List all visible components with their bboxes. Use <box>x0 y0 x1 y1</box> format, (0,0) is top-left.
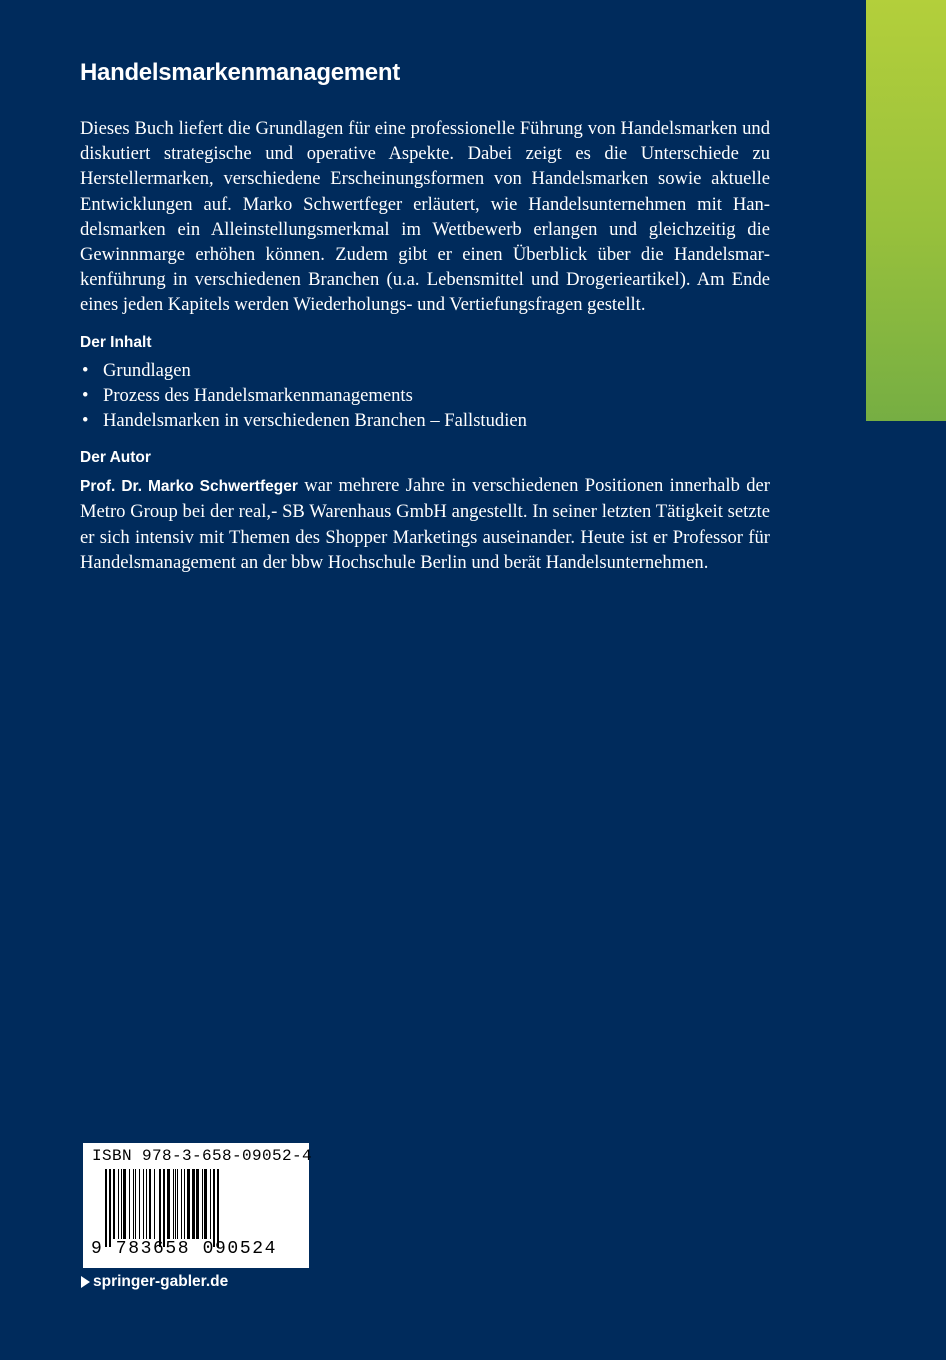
barcode-bar <box>196 1169 199 1239</box>
barcode-bar <box>181 1169 182 1239</box>
accent-strip <box>866 0 946 421</box>
barcode-bar <box>192 1169 195 1239</box>
barcode-bar <box>139 1169 140 1239</box>
barcode-bar <box>202 1169 203 1239</box>
barcode-bar <box>133 1169 134 1239</box>
barcode-bar <box>146 1169 147 1239</box>
isbn-label: ISBN 978-3-658-09052-4 <box>92 1147 313 1165</box>
barcode-bar <box>118 1169 119 1239</box>
publisher-url: springer-gabler.de <box>93 1273 229 1290</box>
barcode-bar <box>167 1169 170 1239</box>
author-bio: Prof. Dr. Marko Schwertfeger war mehrere Jahre in verschiedenen Positionen innerhalb der Metro Group bei der real,- SB Warenhaus GmbH angestellt. In seiner letzten Tätigkeit setzte er sich intensiv mit Themen des Shopper Marketings auseinander. Heute ist er Professor für Handelsmanagement an der bbw Hochschule Berlin und berät Handelsunternehmen. <box>80 475 770 573</box>
list-item: • Handelsmarken in verschiedenen Branchen – Fallstudien <box>80 408 770 433</box>
contents-list <box>80 358 770 434</box>
publisher-link[interactable] <box>81 1273 228 1291</box>
barcode-bar <box>213 1169 215 1247</box>
play-arrow-icon <box>81 1276 90 1288</box>
barcode-bar <box>177 1169 178 1239</box>
contents-heading: Der Inhalt <box>80 333 152 351</box>
isbn-barcode <box>83 1143 313 1268</box>
barcode-bar <box>159 1169 161 1247</box>
book-title: Handelsmarkenmanagement <box>80 59 400 86</box>
barcode-bar <box>154 1169 155 1239</box>
list-item: • Prozess des Handelsmarkenmanagements <box>80 383 770 408</box>
bullet-icon: • <box>82 410 89 432</box>
list-item: • Grundlagen <box>80 358 770 383</box>
barcode-bar <box>173 1169 174 1239</box>
barcode-bar <box>129 1169 130 1239</box>
barcode-bar <box>184 1169 185 1239</box>
barcode-digits: 9 783658 090524 <box>91 1239 278 1259</box>
author-heading: Der Autor <box>80 449 151 467</box>
book-description: Dieses Buch liefert die Grundlagen für eine professionelle Führung von Handelsmarken und diskutiert strategische und operative Aspekte. Dabei zeigt es die Unterschiede zu Herstellermarken, verschiedene Erscheinungsformen von Handelsmarken sowie aktuelle Entwicklungen auf. Marko Schwertfeger erläutert, wie Handelsunternehmen mit Handelsmarken ein Alleinstellungsmerkmal im Wettbewerb erlangen und gleichzeitig die Gewinnmarge erhöhen können. Zudem gibt er einen Überblick über die Handelsmarkenführung in verschiedenen Branchen (u.a. Lebensmittel und Drogerieartikel). Am Ende eines jeden Kapitels werden Wiederholungs- und Vertiefungsfragen gestellt. <box>80 118 770 316</box>
back-cover-text <box>80 58 770 575</box>
barcode-bar <box>149 1169 151 1239</box>
barcode-bar <box>123 1169 126 1239</box>
barcode-bar <box>187 1169 190 1239</box>
barcode-bar <box>113 1169 115 1239</box>
barcode-bar <box>204 1169 207 1239</box>
barcode-bar <box>135 1169 136 1239</box>
barcode-bar <box>109 1169 111 1247</box>
barcode-bar <box>217 1169 219 1247</box>
barcode-bar <box>163 1169 165 1247</box>
bullet-icon: • <box>82 359 89 381</box>
barcode-bar <box>143 1169 144 1239</box>
bullet-icon: • <box>82 384 89 406</box>
author-name: Prof. Dr. Marko Schwertfeger <box>80 478 298 496</box>
barcode-bar <box>121 1169 122 1239</box>
barcode-bar <box>105 1169 107 1247</box>
barcode-bar <box>210 1169 211 1239</box>
barcode-bar <box>175 1169 176 1239</box>
